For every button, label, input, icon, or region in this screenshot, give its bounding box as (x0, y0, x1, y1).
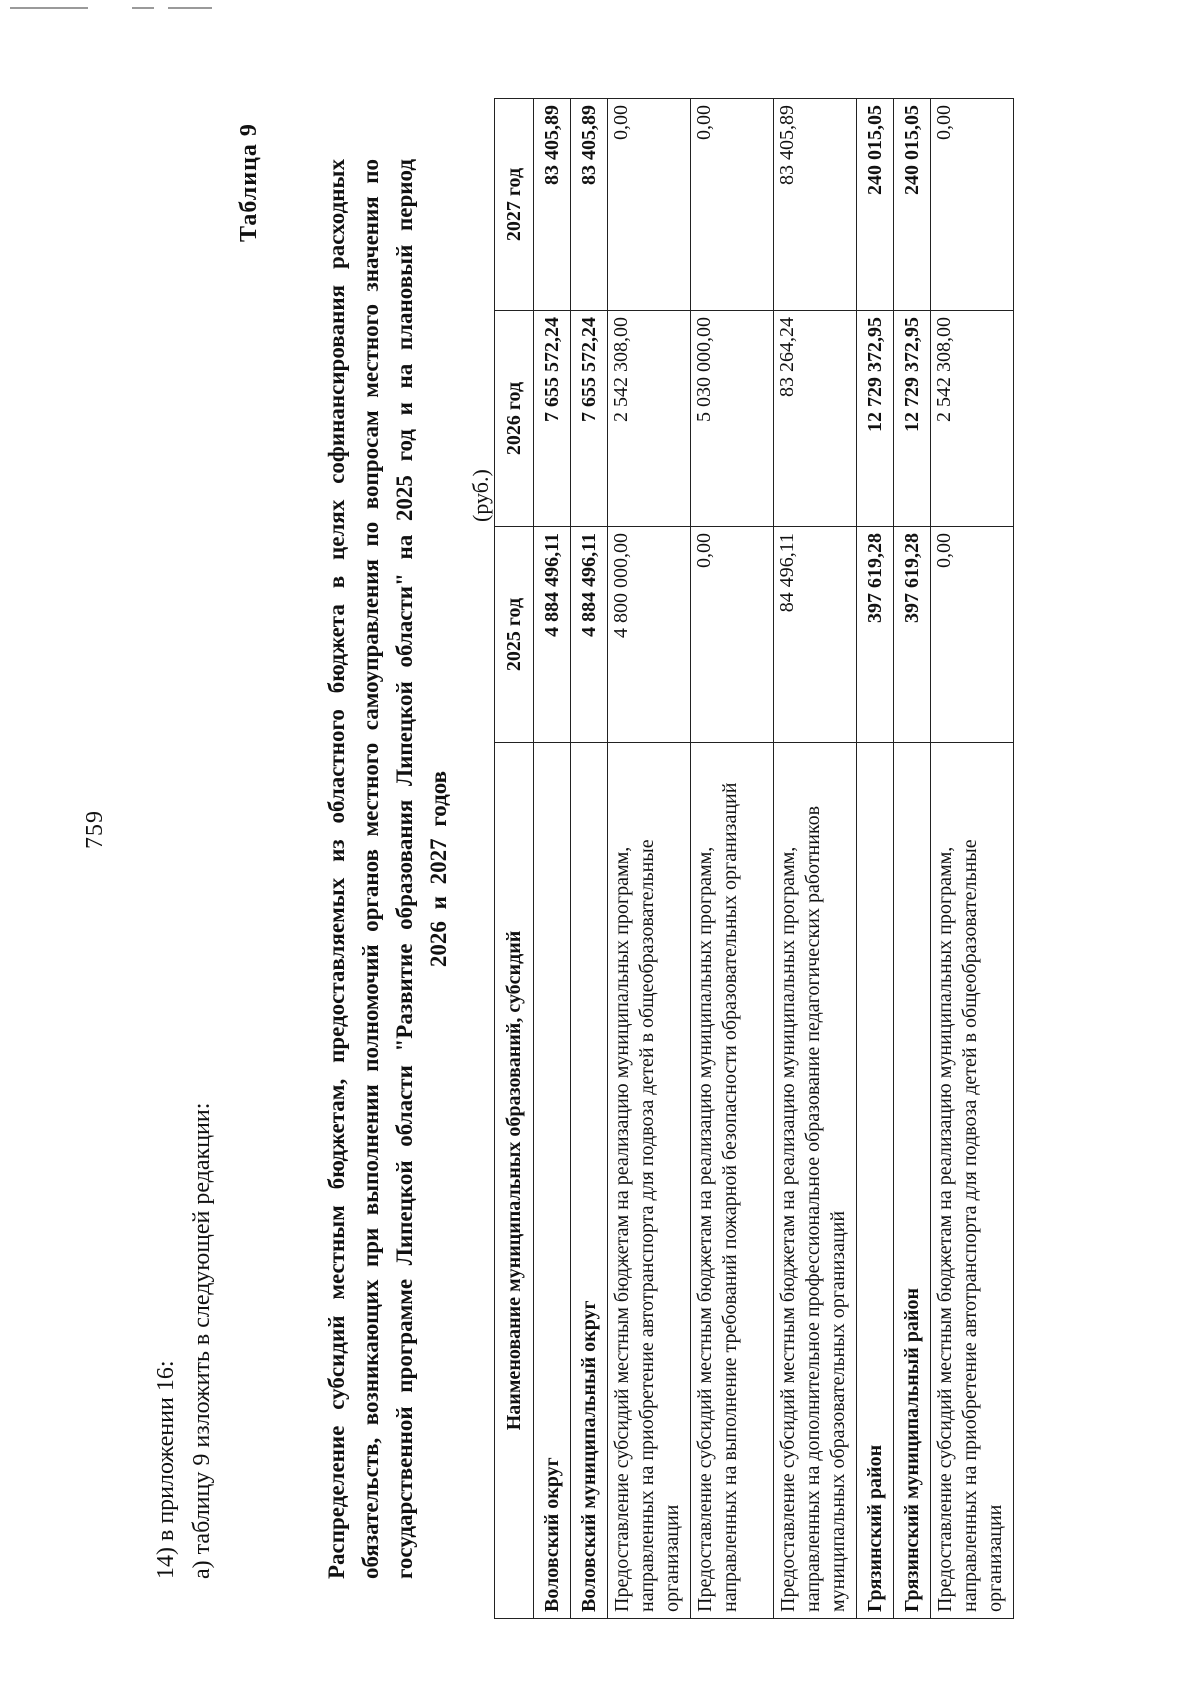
table-row (774, 99, 857, 1619)
row-2026: 2 542 308,00 (931, 311, 1014, 527)
table-label: Таблица 9 (236, 123, 262, 242)
row-name: Предоставление субсидий местным бюджетам на реализацию муниципальных программ, направленных на приобретение автотранспорта для подвоза детей в общеобразовательные организации (931, 743, 1014, 1619)
table-row (931, 99, 1014, 1619)
row-2027: 83 405,89 (571, 99, 608, 311)
intro-line-2: а) таблицу 9 изложить в следующей редакции: (189, 1102, 215, 1579)
row-2025: 0,00 (691, 527, 774, 743)
header-2025: 2025 год (495, 527, 534, 743)
row-2027: 240 015,05 (857, 99, 894, 311)
intro-text (148, 1103, 220, 1579)
row-2026: 2 542 308,00 (608, 311, 691, 527)
row-name: Предоставление субсидий местным бюджетам на реализацию муниципальных программ, направленных на приобретение автотранспорта для подвоза детей в общеобразовательные организации (608, 743, 691, 1619)
row-2025: 4 884 496,11 (534, 527, 571, 743)
table-row (608, 99, 691, 1619)
row-2027: 240 015,05 (894, 99, 931, 311)
row-2025: 4 800 000,00 (608, 527, 691, 743)
row-2027: 83 405,89 (534, 99, 571, 311)
row-2026: 83 264,24 (774, 311, 857, 527)
table-header-row (495, 99, 534, 1619)
row-2025: 0,00 (931, 527, 1014, 743)
row-2025: 84 496,11 (774, 527, 857, 743)
header-name: Наименование муниципальных образований, субсидий (495, 743, 534, 1619)
table-row (534, 99, 571, 1619)
row-name: Воловский округ (534, 743, 571, 1619)
table-row (857, 99, 894, 1619)
header-2027: 2027 год (495, 99, 534, 311)
unit-label: (руб.) (468, 469, 493, 522)
page-number: 759 (82, 810, 108, 849)
table-heading: Распределение субсидий местным бюджетам, предоставляемых из областного бюджета в целях софинансирования расходных обязательств, возникающих при выполнении полномочий органов местного самоуправления по вопросам местного значения по государственной программе Липецкой области "Развитие образования Липецкой области" на 2025 год и на плановый период 2026 и 2027 годов (324, 159, 451, 1579)
row-2026: 5 030 000,00 (691, 311, 774, 527)
row-2026: 12 729 372,95 (894, 311, 931, 527)
header-2026: 2026 год (495, 311, 534, 527)
row-2025: 4 884 496,11 (571, 527, 608, 743)
table-row (894, 99, 931, 1619)
row-name: Грязинский район (857, 743, 894, 1619)
row-name: Грязинский муниципальный район (894, 743, 931, 1619)
row-2026: 7 655 572,24 (534, 311, 571, 527)
row-name: Предоставление субсидий местным бюджетам на реализацию муниципальных программ, направленных на дополнительное профессиональное образование педагогических работников муниципальных образовательных организаций (774, 743, 857, 1619)
row-2025: 397 619,28 (894, 527, 931, 743)
row-2026: 12 729 372,95 (857, 311, 894, 527)
row-2027: 0,00 (691, 99, 774, 311)
table-row (691, 99, 774, 1619)
table-row (571, 99, 608, 1619)
row-2025: 397 619,28 (857, 527, 894, 743)
subsidy-table (494, 98, 1014, 1619)
row-2027: 0,00 (608, 99, 691, 311)
row-name: Предоставление субсидий местным бюджетам на реализацию муниципальных программ, направленных на выполнение требований пожарной безопасности образовательных организаций (691, 743, 774, 1619)
row-2027: 83 405,89 (774, 99, 857, 311)
row-2026: 7 655 572,24 (571, 311, 608, 527)
row-name: Воловский муниципальный округ (571, 743, 608, 1619)
intro-line-1: 14) в приложении 16: (153, 1360, 179, 1579)
row-2027: 0,00 (931, 99, 1014, 311)
